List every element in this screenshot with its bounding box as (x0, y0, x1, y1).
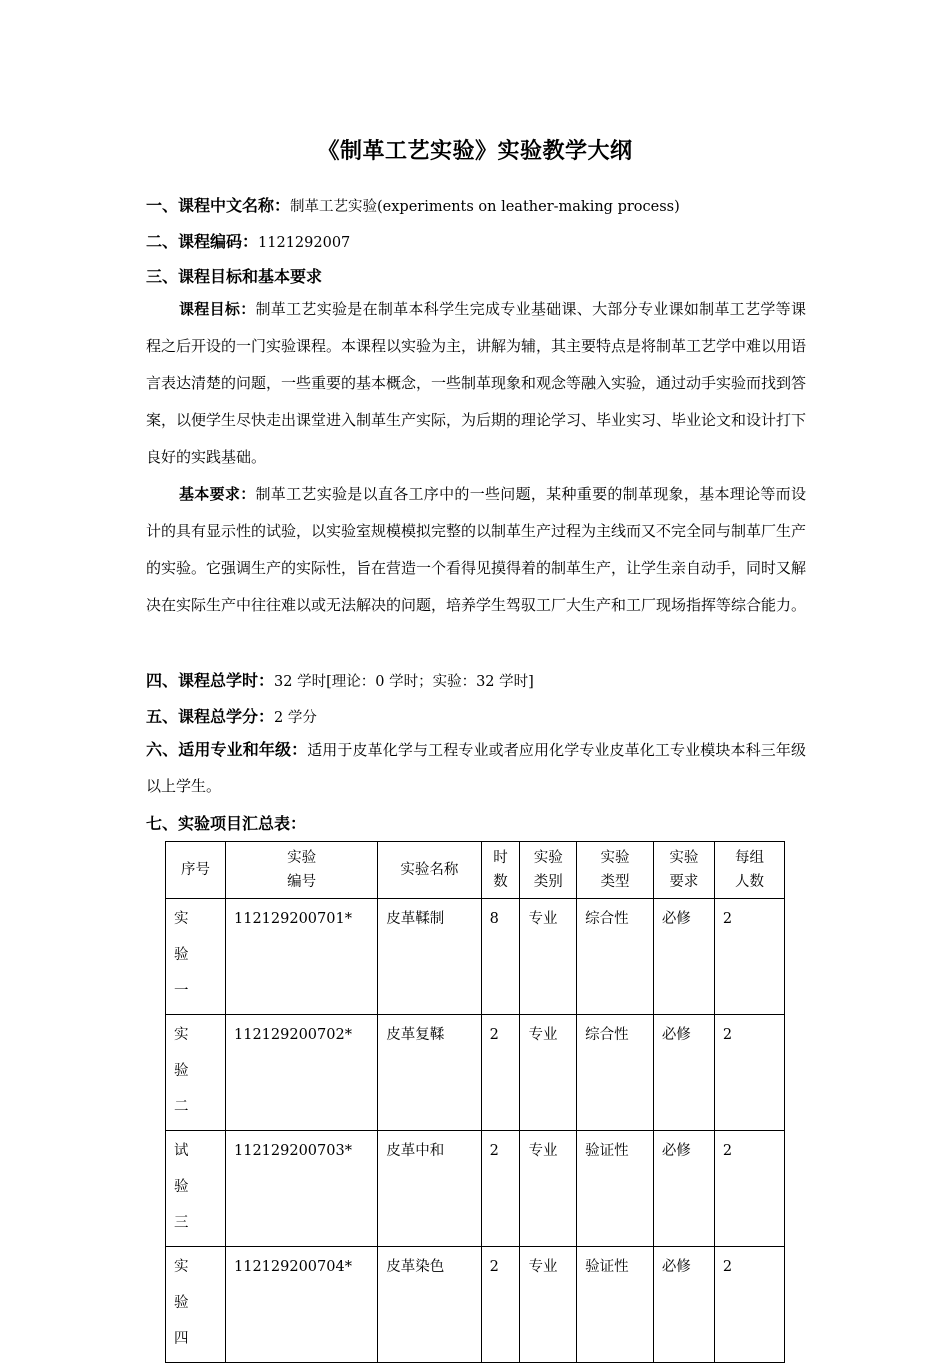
row-category: 专业 (520, 1015, 577, 1131)
table-row (166, 1247, 785, 1363)
row-group-size: 2 (714, 899, 784, 1015)
row-code: 112129200702* (226, 1015, 378, 1131)
basic-requirement-lead: 基本要求： (179, 485, 256, 503)
row-name: 皮革复鞣 (378, 1015, 481, 1131)
row-group-size: 2 (714, 1247, 784, 1363)
row-type: 验证性 (577, 1131, 654, 1247)
summary-table-heading: 七、实验项目汇总表： (146, 814, 307, 833)
row-requirement: 必修 (653, 1131, 714, 1247)
course-name-line (146, 193, 816, 216)
row-type: 验证性 (577, 1247, 654, 1363)
course-code-line (146, 229, 816, 252)
row-name: 皮革鞣制 (378, 899, 481, 1015)
total-hours-value: 32 学时[理论：0 学时；实验：32 学时] (274, 674, 534, 690)
course-code-label: 二、课程编码： (146, 232, 259, 251)
header-type: 实验 类型 (577, 842, 654, 899)
row-code: 112129200704* (226, 1247, 378, 1363)
applicable-majors-label: 六、适用专业和年级： (146, 740, 308, 759)
row-hours: 8 (481, 899, 520, 1015)
course-goal-paragraph (146, 291, 806, 476)
row-no: 实验 一 (166, 899, 226, 1015)
row-group-size: 2 (714, 1131, 784, 1247)
row-requirement: 必修 (653, 1015, 714, 1131)
row-no: 实验 二 (166, 1015, 226, 1131)
course-goal-lead: 课程目标： (179, 300, 256, 318)
header-category: 实验 类别 (520, 842, 577, 899)
applicable-majors-paragraph (146, 732, 806, 804)
total-hours-line (146, 668, 816, 691)
row-code: 112129200703* (226, 1131, 378, 1247)
row-requirement: 必修 (653, 1247, 714, 1363)
course-code-value: 1121292007 (258, 235, 351, 251)
goals-heading: 三、课程目标和基本要求 (146, 267, 323, 286)
header-name: 实验名称 (378, 842, 481, 899)
row-code: 112129200701* (226, 899, 378, 1015)
course-name-value: 制革工艺实验(experiments on leather-making process) (290, 199, 680, 215)
row-requirement: 必修 (653, 899, 714, 1015)
row-hours: 2 (481, 1131, 520, 1247)
row-group-size: 2 (714, 1015, 784, 1131)
row-category: 专业 (520, 899, 577, 1015)
table-row (166, 899, 785, 1015)
header-group-size: 每组 人数 (714, 842, 784, 899)
row-hours: 2 (481, 1015, 520, 1131)
row-name: 皮革中和 (378, 1131, 481, 1247)
row-no: 实验 四 (166, 1247, 226, 1363)
row-hours: 2 (481, 1247, 520, 1363)
table-row (166, 1131, 785, 1247)
basic-requirement-paragraph (146, 476, 806, 624)
table-row (166, 1015, 785, 1131)
total-credits-value: 2 学分 (274, 710, 317, 726)
applicable-majors-value: 适用于皮革化学与工程专业或者应用化学专业皮革化工专业模块本科三年级以上学生。 (146, 741, 806, 795)
total-hours-label: 四、课程总学时： (146, 671, 275, 690)
document-title: 《制革工艺实验》实验教学大纲 (317, 139, 633, 164)
row-no: 试验 三 (166, 1131, 226, 1247)
experiment-summary-table (165, 841, 785, 1363)
row-name: 皮革染色 (378, 1247, 481, 1363)
row-category: 专业 (520, 1247, 577, 1363)
header-no: 序号 (166, 842, 226, 899)
basic-requirement-text: 制革工艺实验是以直各工序中的一些问题，某种重要的制革现象，基本理论等而设计的具有显示性的试验，以实验室规模模拟完整的以制革生产过程为主线而又不完全同与制革厂生产的实验。它强调生产的实际性，旨在营造一个看得见摸得着的制革生产，让学生亲自动手，同时又解决在实际生产中往往难以或无法解决的问题，培养学生驾驭工厂大生产和工厂现场指挥等综合能力。 (146, 485, 807, 614)
total-credits-label: 五、课程总学分： (146, 707, 275, 726)
row-type: 综合性 (577, 899, 654, 1015)
header-requirement: 实验 要求 (653, 842, 714, 899)
course-name-label: 一、课程中文名称： (146, 196, 291, 215)
row-type: 综合性 (577, 1015, 654, 1131)
row-category: 专业 (520, 1131, 577, 1247)
table-header-row (166, 842, 785, 899)
total-credits-line (146, 704, 816, 727)
course-goal-text: 制革工艺实验是在制革本科学生完成专业基础课、大部分专业课如制革工艺学等课程之后开设的一门实验课程。本课程以实验为主，讲解为辅，其主要特点是将制革工艺学中难以用语言表达清楚的问题，一些重要的基本概念，一些制革现象和观念等融入实验，通过动手实验而找到答案，以便学生尽快走出课堂进入制革生产实际，为后期的理论学习、毕业实习、毕业论文和设计打下良好的实践基础。 (146, 300, 807, 466)
header-code: 实验 编号 (226, 842, 378, 899)
header-hours: 时 数 (481, 842, 520, 899)
